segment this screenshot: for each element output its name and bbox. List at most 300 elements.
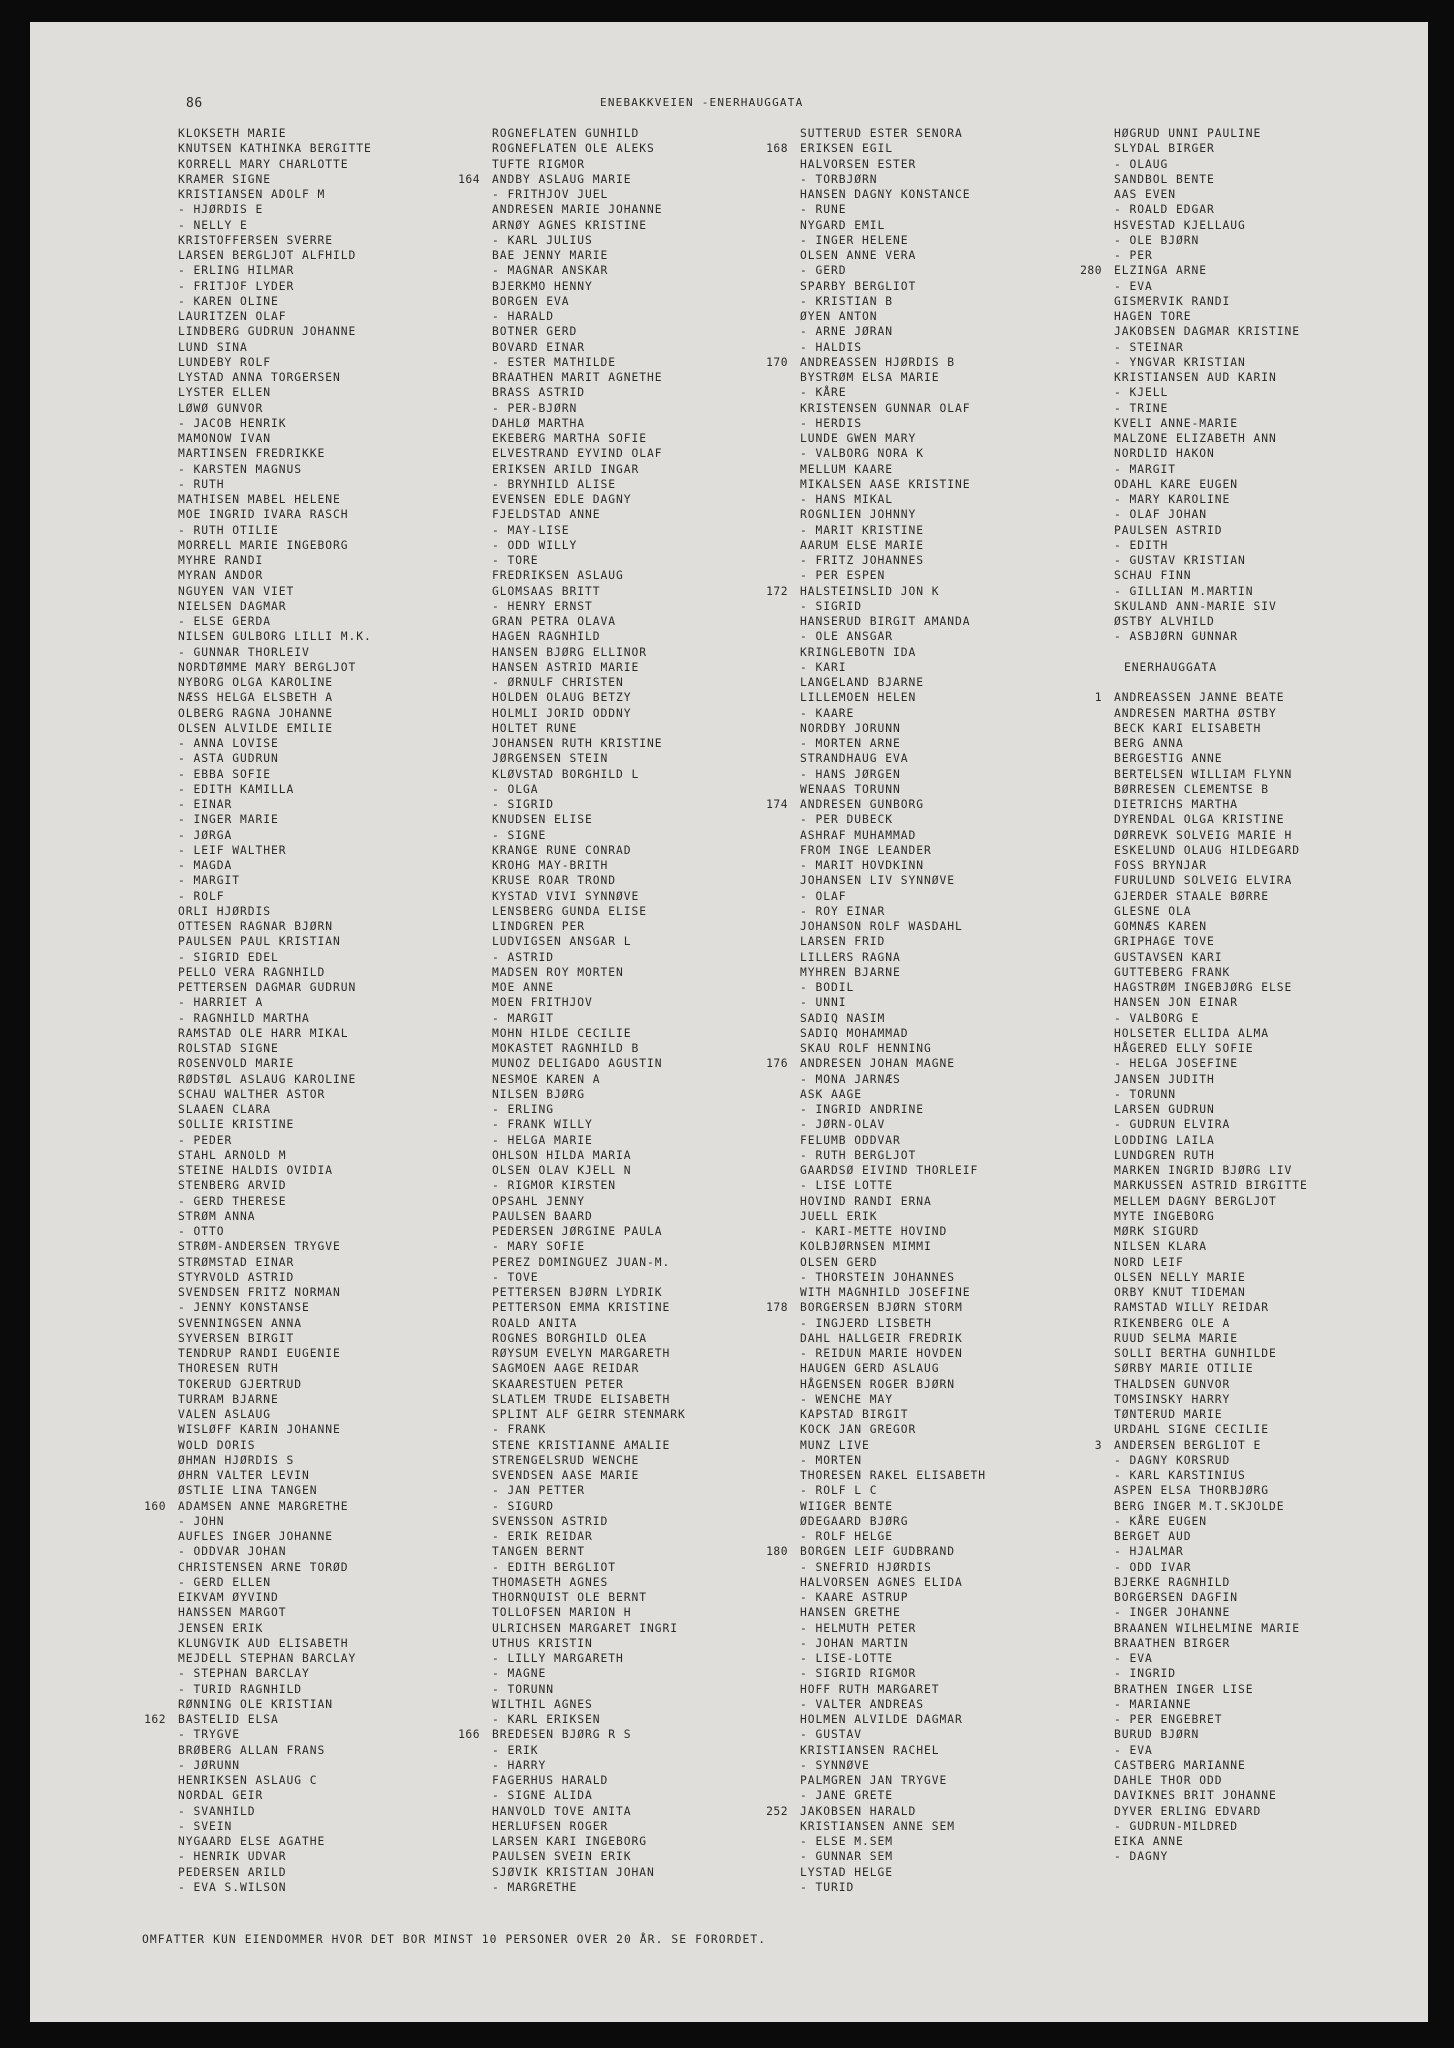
resident-row <box>800 385 986 400</box>
resident-row <box>492 1666 686 1681</box>
resident-name: - MARY SOFIE <box>492 1240 586 1254</box>
resident-row <box>766 141 986 156</box>
resident-name: - HARALD <box>492 310 555 323</box>
resident-name: - MARIT KRISTINE <box>800 523 925 537</box>
resident-name: SOLLIE KRISTINE <box>178 1118 295 1132</box>
resident-row <box>800 629 986 644</box>
resident-row <box>1114 1087 1308 1102</box>
resident-name: SLYDAL BIRGER <box>1114 142 1215 156</box>
resident-name: KRANGE RUNE CONRAD <box>492 843 632 857</box>
resident-name: KORRELL MARY CHARLOTTE <box>178 157 349 171</box>
resident-row <box>1114 980 1308 995</box>
resident-name: - GUDRUN-MILDRED <box>1114 1819 1239 1833</box>
resident-name: ØDEGAARD BJØRG <box>800 1514 909 1528</box>
resident-row <box>1080 263 1308 278</box>
resident-row <box>178 126 372 141</box>
resident-name: - MARGIT <box>492 1011 555 1025</box>
resident-name: FOSS BRYNJAR <box>1114 859 1208 872</box>
resident-row <box>800 1087 986 1102</box>
resident-row <box>492 1361 686 1376</box>
resident-name: - ASBJØRN GUNNAR <box>1114 630 1239 644</box>
resident-name: OHLSON HILDA MARIA <box>492 1148 632 1162</box>
resident-name: JENSEN ERIK <box>178 1621 264 1635</box>
resident-row <box>492 980 686 995</box>
resident-row <box>800 934 986 949</box>
resident-row <box>492 1056 686 1071</box>
resident-name: - ØRNULF CHRISTEN <box>492 676 624 689</box>
resident-row <box>492 1788 686 1803</box>
resident-row <box>178 553 372 568</box>
resident-row <box>800 980 986 995</box>
resident-name: TUFTE RIGMOR <box>492 157 586 171</box>
resident-row <box>492 1468 686 1483</box>
resident-name: - RUTH BERGLJOT <box>800 1148 917 1162</box>
resident-row <box>1114 1727 1308 1742</box>
resident-row <box>178 1834 372 1849</box>
resident-name: HANSEN GRETHE <box>800 1606 901 1620</box>
resident-name: LUDVIGSEN ANSGAR L <box>492 935 632 949</box>
resident-row <box>178 1209 372 1224</box>
resident-name: - VALTER ANDREAS <box>800 1697 925 1711</box>
resident-name: - JAN PETTER <box>492 1484 586 1498</box>
resident-row <box>492 1270 686 1285</box>
resident-name: - GUDRUN ELVIRA <box>1114 1118 1231 1132</box>
resident-row <box>1114 858 1308 873</box>
resident-name: LUNDGREN RUTH <box>1114 1148 1215 1162</box>
resident-row <box>492 1377 686 1392</box>
resident-row <box>800 446 986 461</box>
resident-row <box>1114 1209 1308 1224</box>
resident-name: TOKERUD GJERTRUD <box>178 1377 303 1391</box>
resident-name: - PEDER <box>178 1133 233 1147</box>
resident-name: - ASTRID <box>492 950 555 964</box>
resident-name: - EDITH <box>1114 538 1169 552</box>
resident-row <box>800 1605 986 1620</box>
resident-name: JAKOBSEN HARALD <box>800 1804 917 1818</box>
resident-row <box>800 919 986 934</box>
resident-name: ERIKSEN ARILD INGAR <box>492 462 640 476</box>
resident-name: KLOKSETH MARIE <box>178 127 287 140</box>
resident-name: NYGARD EMIL <box>800 218 886 232</box>
resident-name: - JACOB HENRIK <box>178 416 287 430</box>
resident-row <box>800 1621 986 1636</box>
resident-name: - EDITH KAMILLA <box>178 782 295 796</box>
resident-name: RUUD SELMA MARIE <box>1114 1331 1239 1345</box>
resident-name: HALVORSEN AGNES ELIDA <box>800 1575 963 1589</box>
resident-name: BJERKE RAGNHILD <box>1114 1575 1231 1589</box>
resident-row <box>178 507 372 522</box>
resident-name: - MAY-LISE <box>492 523 570 537</box>
resident-name: - JENNY KONSTANSE <box>178 1301 310 1315</box>
resident-name: - TRINE <box>1114 401 1169 415</box>
resident-name: BAE JENNY MARIE <box>492 249 609 262</box>
resident-name: HØGRUD UNNI PAULINE <box>1114 127 1262 140</box>
resident-row <box>178 1270 372 1285</box>
resident-name: LYSTAD ANNA TORGERSEN <box>178 371 341 384</box>
resident-name: SUTTERUD ESTER SENORA <box>800 127 963 140</box>
resident-row <box>178 675 372 690</box>
resident-name: JOHANSEN LIV SYNNØVE <box>800 874 956 888</box>
resident-row <box>492 1514 686 1529</box>
resident-name: RIKENBERG OLE A <box>1114 1316 1231 1330</box>
resident-name: - MARIANNE <box>1114 1697 1192 1711</box>
resident-name: HANVOLD TOVE ANITA <box>492 1804 632 1818</box>
resident-name: - GERD THERESE <box>178 1194 287 1208</box>
resident-name: SANDBOL BENTE <box>1114 172 1215 186</box>
resident-name: ROLSTAD SIGNE <box>178 1042 279 1055</box>
resident-row <box>800 614 986 629</box>
resident-name: - OTTO <box>178 1225 225 1238</box>
resident-name: MOEN FRITHJOV <box>492 996 593 1010</box>
section-heading <box>1114 660 1308 675</box>
resident-name: - MAGDA <box>178 859 233 872</box>
resident-row <box>800 401 986 416</box>
resident-row <box>800 1575 986 1590</box>
resident-name: THALDSEN GUNVOR <box>1114 1377 1231 1391</box>
resident-row <box>492 1712 686 1727</box>
resident-row <box>178 721 372 736</box>
resident-name: OLSEN GERD <box>800 1255 878 1269</box>
resident-name: THORESEN RUTH <box>178 1362 279 1376</box>
resident-name: - NELLY E <box>178 218 248 232</box>
resident-row <box>1114 995 1308 1010</box>
resident-row <box>800 309 986 324</box>
resident-name: HOLDEN OLAUG BETZY <box>492 691 632 705</box>
resident-row <box>800 1117 986 1132</box>
resident-name: GLOMSAAS BRITT <box>492 584 601 598</box>
resident-row <box>492 340 686 355</box>
resident-row <box>1114 1468 1308 1483</box>
resident-row <box>1114 934 1308 949</box>
resident-row <box>492 1544 686 1559</box>
resident-row <box>492 294 686 309</box>
resident-row <box>178 568 372 583</box>
resident-row <box>800 477 986 492</box>
resident-row <box>178 828 372 843</box>
resident-row <box>1114 431 1308 446</box>
resident-name: PETTERSEN DAGMAR GUDRUN <box>178 981 357 994</box>
resident-name: NORD LEIF <box>1114 1255 1184 1269</box>
resident-row <box>178 690 372 705</box>
resident-name: KLUNGVIK AUD ELISABETH <box>178 1636 349 1650</box>
resident-name: - EVA <box>1114 279 1153 293</box>
resident-name: - TURID RAGNHILD <box>178 1682 303 1696</box>
resident-row <box>800 751 986 766</box>
resident-name: - MARY KAROLINE <box>1114 493 1231 506</box>
resident-row <box>492 263 686 278</box>
resident-name: SKULAND ANN-MARIE SIV <box>1114 599 1277 613</box>
resident-row <box>178 1575 372 1590</box>
resident-row <box>800 1239 986 1254</box>
resident-name: - KARI <box>800 660 847 674</box>
resident-name: - EDITH BERGLIOT <box>492 1560 617 1574</box>
resident-row <box>492 1865 686 1880</box>
resident-row <box>1114 126 1308 141</box>
resident-row <box>800 1041 986 1056</box>
resident-row <box>178 919 372 934</box>
resident-row <box>178 355 372 370</box>
resident-name: HANSEN ASTRID MARIE <box>492 660 640 674</box>
resident-name: HOLMLI JORID ODDNY <box>492 706 632 720</box>
resident-name: KROHG MAY-BRITH <box>492 859 609 872</box>
column-3 <box>766 126 987 1895</box>
resident-row <box>492 889 686 904</box>
resident-name: - KARI-METTE HOVIND <box>800 1225 948 1238</box>
resident-row <box>800 1361 986 1376</box>
resident-name: - FRANK <box>492 1423 547 1437</box>
resident-name: STAHL ARNOLD M <box>178 1148 287 1162</box>
resident-row <box>800 767 986 782</box>
resident-row <box>1114 416 1308 431</box>
resident-row <box>178 1392 372 1407</box>
resident-row <box>492 1072 686 1087</box>
resident-name: LINDGREN PER <box>492 920 586 933</box>
resident-name: MORRELL MARIE INGEBORG <box>178 538 349 552</box>
resident-name: BASTELID ELSA <box>178 1713 279 1726</box>
resident-row <box>1114 1743 1308 1758</box>
resident-row <box>492 538 686 553</box>
resident-name: LILLEMOEN HELEN <box>800 691 917 705</box>
resident-row <box>492 568 686 583</box>
resident-row <box>1114 782 1308 797</box>
resident-name: NIELSEN DAGMAR <box>178 599 287 613</box>
resident-name: - INGER MARIE <box>178 813 279 827</box>
resident-name: JUELL ERIK <box>800 1209 878 1223</box>
resident-row <box>1114 309 1308 324</box>
resident-name: - FRITHJOV JUEL <box>492 188 609 201</box>
resident-row <box>178 1255 372 1270</box>
resident-name: - ESTER MATHILDE <box>492 355 617 369</box>
resident-row <box>800 1788 986 1803</box>
resident-row <box>178 1621 372 1636</box>
house-number: 280 <box>1080 264 1102 278</box>
resident-row <box>492 660 686 675</box>
resident-row <box>766 1804 986 1819</box>
resident-name: - ODDVAR JOHAN <box>178 1545 287 1559</box>
resident-row <box>1114 324 1308 339</box>
resident-name: ROSENVOLD MARIE <box>178 1057 295 1071</box>
resident-row <box>178 187 372 202</box>
resident-name: - JØRGA <box>178 828 233 842</box>
resident-row <box>178 141 372 156</box>
resident-name: GUSTAVSEN KARI <box>1114 950 1223 964</box>
resident-row <box>178 1773 372 1788</box>
resident-name: SADIQ NASIM <box>800 1011 886 1025</box>
resident-row <box>178 1178 372 1193</box>
resident-row <box>800 294 986 309</box>
resident-row <box>492 629 686 644</box>
resident-name: SYVERSEN BIRGIT <box>178 1331 295 1345</box>
resident-name: LENSBERG GUNDA ELISE <box>492 904 648 918</box>
resident-name: PAULSEN ASTRID <box>1114 523 1223 537</box>
resident-name: - RUTH <box>178 477 225 491</box>
resident-row <box>178 843 372 858</box>
resident-name: DIETRICHS MARTHA <box>1114 798 1239 811</box>
resident-row <box>800 1407 986 1422</box>
resident-row <box>178 324 372 339</box>
resident-row <box>1114 599 1308 614</box>
resident-name: ANDRESEN GUNBORG <box>800 798 925 811</box>
resident-name: KRINGLEBOTN IDA <box>800 645 917 659</box>
resident-name: MADSEN ROY MORTEN <box>492 965 624 979</box>
resident-row <box>178 660 372 675</box>
resident-name: BORGEN LEIF GUDBRAND <box>800 1545 956 1559</box>
resident-row <box>492 721 686 736</box>
column-1 <box>144 126 372 1895</box>
resident-name: GRIPHAGE TOVE <box>1114 935 1215 949</box>
resident-row <box>492 324 686 339</box>
resident-row <box>800 1514 986 1529</box>
resident-row <box>1114 538 1308 553</box>
resident-name: SADIQ MOHAMMAD <box>800 1026 909 1040</box>
resident-row <box>1114 889 1308 904</box>
resident-row <box>800 1499 986 1514</box>
resident-row <box>800 873 986 888</box>
resident-row <box>800 736 986 751</box>
resident-row <box>492 1422 686 1437</box>
resident-name: ADAMSEN ANNE MARGRETHE <box>178 1499 349 1513</box>
resident-name: ROGNES BORGHILD OLEA <box>492 1331 648 1345</box>
resident-name: ROALD ANITA <box>492 1316 578 1330</box>
resident-name: - FRANK WILLY <box>492 1118 593 1132</box>
resident-row <box>178 1788 372 1803</box>
resident-row <box>492 1834 686 1849</box>
resident-name: BRAATHEN BIRGER <box>1114 1636 1231 1650</box>
resident-name: GAARDSØ EIVIND THORLEIF <box>800 1164 979 1177</box>
resident-name: - LISE-LOTTE <box>800 1652 894 1665</box>
resident-name: KRISTOFFERSEN SVERRE <box>178 233 334 247</box>
resident-name: - JOHAN MARTIN <box>800 1636 909 1650</box>
resident-name: - TOVE <box>492 1270 539 1284</box>
resident-name: - GILLIAN M.MARTIN <box>1114 584 1254 598</box>
resident-row <box>800 523 986 538</box>
resident-name: - HANS MIKAL <box>800 493 894 506</box>
resident-row <box>178 767 372 782</box>
resident-name: RØNNING OLE KRISTIAN <box>178 1697 334 1711</box>
resident-name: LARSEN KARI INGEBORG <box>492 1835 648 1848</box>
resident-name: BOVARD EINAR <box>492 340 586 354</box>
resident-row <box>492 812 686 827</box>
resident-name: - OLAF <box>800 889 847 903</box>
resident-name: NILSEN KLARA <box>1114 1240 1208 1254</box>
resident-row <box>1114 797 1308 812</box>
resident-row <box>1094 1438 1308 1453</box>
resident-row <box>1114 1041 1308 1056</box>
resident-row <box>178 584 372 599</box>
resident-name: - KARSTEN MAGNUS <box>178 462 303 476</box>
resident-row <box>1114 1407 1308 1422</box>
resident-row <box>1114 385 1308 400</box>
resident-row <box>492 675 686 690</box>
resident-row <box>178 523 372 538</box>
resident-row <box>800 858 986 873</box>
resident-name: NGUYEN VAN VIET <box>178 584 295 598</box>
resident-name: PAULSEN PAUL KRISTIAN <box>178 935 341 949</box>
resident-row <box>178 1438 372 1453</box>
resident-name: - OLAF JOHAN <box>1114 508 1208 522</box>
resident-row <box>1114 1011 1308 1026</box>
resident-name: ASPEN ELSA THORBJØRG <box>1114 1484 1270 1498</box>
resident-row <box>492 416 686 431</box>
resident-row <box>1114 462 1308 477</box>
resident-row <box>1114 675 1308 690</box>
resident-row <box>178 1346 372 1361</box>
resident-name: MUNZ LIVE <box>800 1438 870 1452</box>
resident-name: MEJDELL STEPHAN BARCLAY <box>178 1652 357 1665</box>
resident-name: SØRBY MARIE OTILIE <box>1114 1362 1254 1376</box>
resident-row <box>800 1102 986 1117</box>
resident-name: - ODD IVAR <box>1114 1560 1192 1574</box>
resident-row <box>178 1041 372 1056</box>
resident-name: - UNNI <box>800 996 847 1010</box>
resident-row <box>800 1560 986 1575</box>
street-name: ENERHAUGGATA <box>1124 660 1218 674</box>
resident-name: FJELDSTAD ANNE <box>492 508 601 522</box>
resident-row <box>178 1468 372 1483</box>
resident-row <box>178 1483 372 1498</box>
resident-row <box>492 1087 686 1102</box>
resident-row <box>800 538 986 553</box>
resident-row <box>178 1514 372 1529</box>
resident-name: NYBORG OLGA KAROLINE <box>178 676 334 689</box>
resident-name: - SIGRID <box>492 798 555 811</box>
resident-row <box>178 157 372 172</box>
resident-row <box>1114 919 1308 934</box>
resident-row <box>492 965 686 980</box>
house-number: 3 <box>1094 1438 1102 1452</box>
resident-row <box>458 1727 686 1742</box>
resident-name: STENE KRISTIANNE AMALIE <box>492 1438 671 1452</box>
resident-name: - HELMUTH PETER <box>800 1621 917 1635</box>
resident-row <box>800 706 986 721</box>
resident-row <box>1114 446 1308 461</box>
resident-name: - PER <box>1114 249 1153 262</box>
resident-row <box>1114 477 1308 492</box>
resident-name: - ROALD EDGAR <box>1114 203 1215 217</box>
resident-row <box>800 690 986 705</box>
resident-name: - INGRID ANDRINE <box>800 1103 925 1116</box>
resident-name: WITH MAGNHILD JOSEFINE <box>800 1286 971 1299</box>
resident-name: SCHAU FINN <box>1114 569 1192 583</box>
resident-row <box>800 1346 986 1361</box>
resident-row <box>800 462 986 477</box>
resident-name: KRISTENSEN GUNNAR OLAF <box>800 401 971 415</box>
resident-row <box>1114 812 1308 827</box>
resident-name: ØYEN ANTON <box>800 310 878 323</box>
resident-name: - TORUNN <box>1114 1087 1177 1101</box>
resident-name: EIKVAM ØYVIND <box>178 1591 279 1604</box>
resident-name: JANSEN JUDITH <box>1114 1072 1215 1086</box>
resident-name: - LEIF WALTHER <box>178 843 287 857</box>
resident-row <box>800 263 986 278</box>
resident-name: - MAGNE <box>492 1667 547 1681</box>
resident-row <box>178 1804 372 1819</box>
resident-name: PETTERSON EMMA KRISTINE <box>492 1301 671 1315</box>
resident-name: - HJØRDIS E <box>178 203 264 217</box>
resident-row <box>800 1270 986 1285</box>
resident-name: SCHAU WALTHER ASTOR <box>178 1087 326 1101</box>
resident-name: HOLSETER ELLIDA ALMA <box>1114 1026 1270 1040</box>
resident-row <box>492 1743 686 1758</box>
resident-name: LANGELAND BJARNE <box>800 676 925 689</box>
resident-name: - BRYNHILD ALISE <box>492 477 617 491</box>
resident-name: - HERDIS <box>800 416 863 430</box>
resident-row <box>492 1224 686 1239</box>
resident-row <box>800 507 986 522</box>
resident-row <box>492 1316 686 1331</box>
resident-row <box>766 1300 986 1315</box>
resident-name: THORESEN RAKEL ELISABETH <box>800 1469 987 1482</box>
